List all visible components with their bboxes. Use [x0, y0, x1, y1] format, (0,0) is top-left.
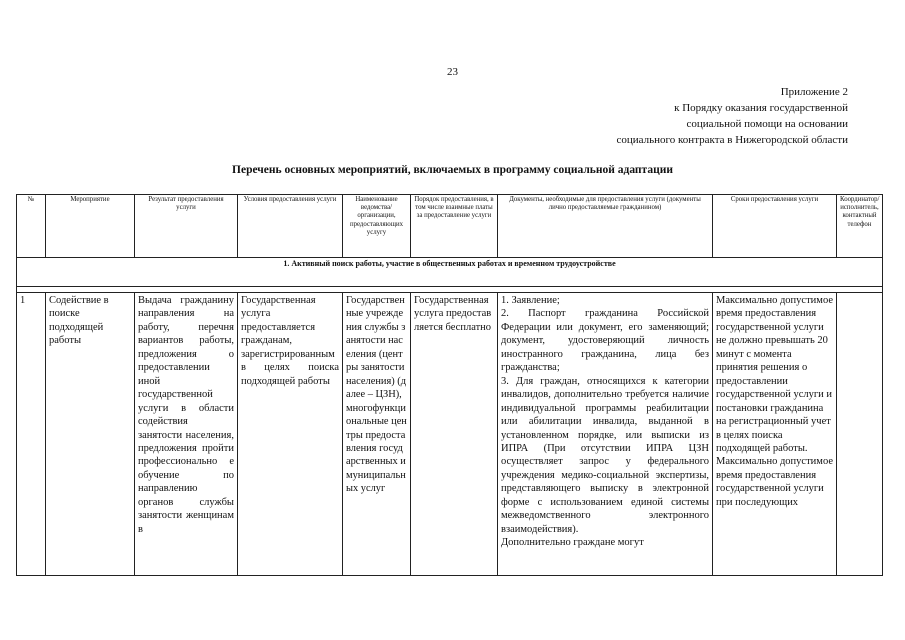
header-cell-result: Результат предоставления услуги [135, 195, 238, 258]
header-cell-procedure: Порядок предоставления, в том числе взаимные платы за предоставление услуги [411, 195, 498, 258]
page-number: 23 [447, 66, 458, 78]
document-title: Перечень основных мероприятий, включаемых в программу социальной адаптации [232, 164, 673, 176]
cell-coordinator-text [840, 294, 879, 574]
cell-result [135, 293, 238, 576]
table-row [17, 293, 883, 576]
cell-result-text: Выдача гражданину направления на работу, перечня вариантов работы, предложения о предоставлении иной государственной услуги в области содействия занятости населения, предложения пройти профессионально е обучение по направлению органов службы занятости женщинам в [138, 295, 234, 535]
section-heading: 1. Активный поиск работы, участие в общественных работах и временном трудоустройстве [17, 258, 883, 287]
appendix-line: к Порядку оказания государственной [674, 102, 848, 114]
cell-conditions-text: Государственная услуга предоставляется гражданам, зарегистрированным в целях поиска подходящей работы [241, 295, 339, 387]
header-cell-num: № [17, 195, 46, 258]
appendix-block [617, 84, 849, 148]
cell-documents-text: 1. Заявление; 2. Паспорт гражданина Российской Федерации или документ, его заменяющий; документ, удостоверяющий личность иностранного гражданина, лица без гражданства; 3. Для граждан, относящихся к категории инвалидов, дополнительно требуется наличие индивидуальной программы реабилитации или абилитации инвалида, выданной в установленном порядке, или выписки из ИПРА (При отсутствии ИПРА ЦЗН осуществляет запрос у федерального учреждения медико-социальной экспертизы, представляющего выписку в электронной форме с использованием единой системы межведомственного электронного взаимодействия). Дополнительно граждане могут [501, 295, 709, 549]
appendix-line: Приложение 2 [780, 86, 848, 98]
section-row [17, 258, 883, 287]
cell-conditions [238, 293, 343, 576]
cell-num [17, 293, 46, 576]
cell-activity [46, 293, 135, 576]
cell-agency-text: Государственные учреждения службы занятости населения (центры занятости населения) (далее – ЦЗН), многофункциональные центры предоставления государственных и муниципальных услуг [346, 295, 407, 495]
cell-agency [343, 293, 411, 576]
cell-coordinator [837, 293, 883, 576]
header-cell-conditions: Условия предоставления услуги [238, 195, 343, 258]
cell-num-text: 1 [20, 295, 26, 306]
cell-procedure [411, 293, 498, 576]
cell-procedure-text: Государственная услуга предоставляется бесплатно [414, 295, 492, 333]
table-header-row [17, 195, 883, 258]
cell-activity-text: Содействие в поиске подходящей работы [49, 295, 109, 347]
header-cell-coordinator: Координатор/ исполнитель, контактный телефон [837, 195, 883, 258]
activities-table [16, 194, 883, 576]
header-cell-activity: Мероприятие [46, 195, 135, 258]
appendix-line: социальной помощи на основании [686, 118, 848, 130]
cell-terms-text: Максимально допустимое время предоставления государственной услуги не должно превышать 20 минут с момента принятия решения о предоставлении государственной услуги и постановки гражданина на регистрационный учет в целях поиска подходящей работы. Максимально допустимое время предоставления государственной услуги при последующих [716, 295, 833, 508]
cell-documents [498, 293, 713, 576]
appendix-line: социального контракта в Нижегородской области [616, 134, 848, 146]
header-cell-terms: Сроки предоставления услуги [713, 195, 837, 258]
cell-terms [713, 293, 837, 576]
header-cell-agency: Наименование ведомства/ организации, предоставляющих услугу [343, 195, 411, 258]
header-cell-documents: Документы, необходимые для предоставления услуги (документы лично предоставляемые гражданином) [498, 195, 713, 258]
